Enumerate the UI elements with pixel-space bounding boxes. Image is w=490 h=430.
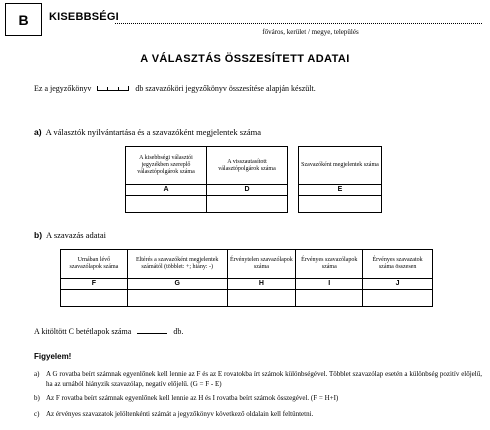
- voters-table: [125, 146, 288, 213]
- section-a-title: A választók nyilvántartása és a szavazóként megjelentek száma: [45, 127, 262, 137]
- sheets-count-field[interactable]: [137, 327, 167, 334]
- header-cell-a: A kisebbségi választói jegyzékben szereplő választópolgárok száma: [126, 147, 207, 185]
- value-cell-i[interactable]: [296, 290, 363, 307]
- column-letter-f: F: [61, 279, 128, 290]
- note-text: Az F rovatba beírt számnak egyenlőnek kell lennie az H és I rovatba beírt számok összegével. (F = H+I): [46, 394, 339, 402]
- column-letter-d: D: [207, 185, 288, 196]
- intro-after: db szavazóköri jegyzőkönyv összesítése alapján készült.: [135, 84, 316, 93]
- section-a-heading: [34, 127, 261, 137]
- section-a-marker: a): [34, 127, 42, 137]
- value-cell-j[interactable]: [363, 290, 433, 307]
- header-cell-d: A visszautasított választópolgárok száma: [207, 147, 288, 185]
- notes-title: Figyelem!: [34, 352, 72, 361]
- header-cell-i: Érvényes szavazólapok száma: [296, 250, 363, 279]
- section-b-heading: [34, 230, 106, 240]
- protocol-count-field[interactable]: [97, 84, 129, 91]
- column-letter-j: J: [363, 279, 433, 290]
- sheets-count-before: A kitöltött C betétlapok száma: [34, 327, 132, 336]
- header-cell-h: Érvénytelen szavazólapok száma: [227, 250, 296, 279]
- note-text: A G rovatba beírt számnak egyenlőnek kell lennie az F és az E rovatokba írt számok különbségével. Többlet szavazólap esetén a különbség pozitív előjelű, ha az urnából hiányzik szavazólap, negatív előjelű. (G = F - E): [46, 370, 482, 388]
- note-label: a): [34, 370, 40, 378]
- column-letter-g: G: [127, 279, 227, 290]
- form-type-box: [5, 3, 42, 36]
- column-letter-a: A: [126, 185, 207, 196]
- value-cell-g[interactable]: [127, 290, 227, 307]
- intro-before: Ez a jegyzőkönyv: [34, 84, 92, 93]
- note-item: [34, 410, 482, 420]
- column-letter-h: H: [227, 279, 296, 290]
- form-category: KISEBBSÉGI: [49, 11, 119, 23]
- section-b-title: A szavazás adatai: [46, 230, 106, 240]
- value-cell-h[interactable]: [227, 290, 296, 307]
- sheets-count-line: [34, 327, 183, 336]
- header-cell-g: Eltérés a szavazóként megjelentek számától (többlet: +; hiány: -): [127, 250, 227, 279]
- column-letter-i: I: [296, 279, 363, 290]
- header-cell-e: Szavazóként megjelentek száma: [299, 147, 382, 185]
- section-b-marker: b): [34, 230, 43, 240]
- note-label: c): [34, 410, 40, 418]
- page-title: A VÁLASZTÁS ÖSSZESÍTETT ADATAI: [140, 53, 350, 65]
- header-cell-f: Urnában lévő szavazólapok száma: [61, 250, 128, 279]
- column-letter-e: E: [299, 185, 382, 196]
- voting-data-table: [60, 249, 433, 307]
- sheets-count-after: db.: [173, 327, 184, 336]
- value-cell-e[interactable]: [299, 196, 382, 213]
- intro-line: [34, 84, 316, 93]
- note-item: [34, 370, 482, 390]
- value-cell-f[interactable]: [61, 290, 128, 307]
- place-fill-line[interactable]: [115, 23, 482, 24]
- appeared-table: [298, 146, 382, 213]
- note-item: [34, 394, 482, 404]
- note-label: b): [34, 394, 40, 402]
- value-cell-a[interactable]: [126, 196, 207, 213]
- note-text: Az érvényes szavazatok jelöltenkénti számát a jegyzőkönyv következő oldalain kell feltüntetni.: [46, 410, 314, 418]
- value-cell-d[interactable]: [207, 196, 288, 213]
- header-cell-j: Érvényes szavazatok száma összesen: [363, 250, 433, 279]
- form-type-letter: B: [18, 11, 29, 28]
- place-caption: főváros, kerület / megye, település: [262, 28, 359, 36]
